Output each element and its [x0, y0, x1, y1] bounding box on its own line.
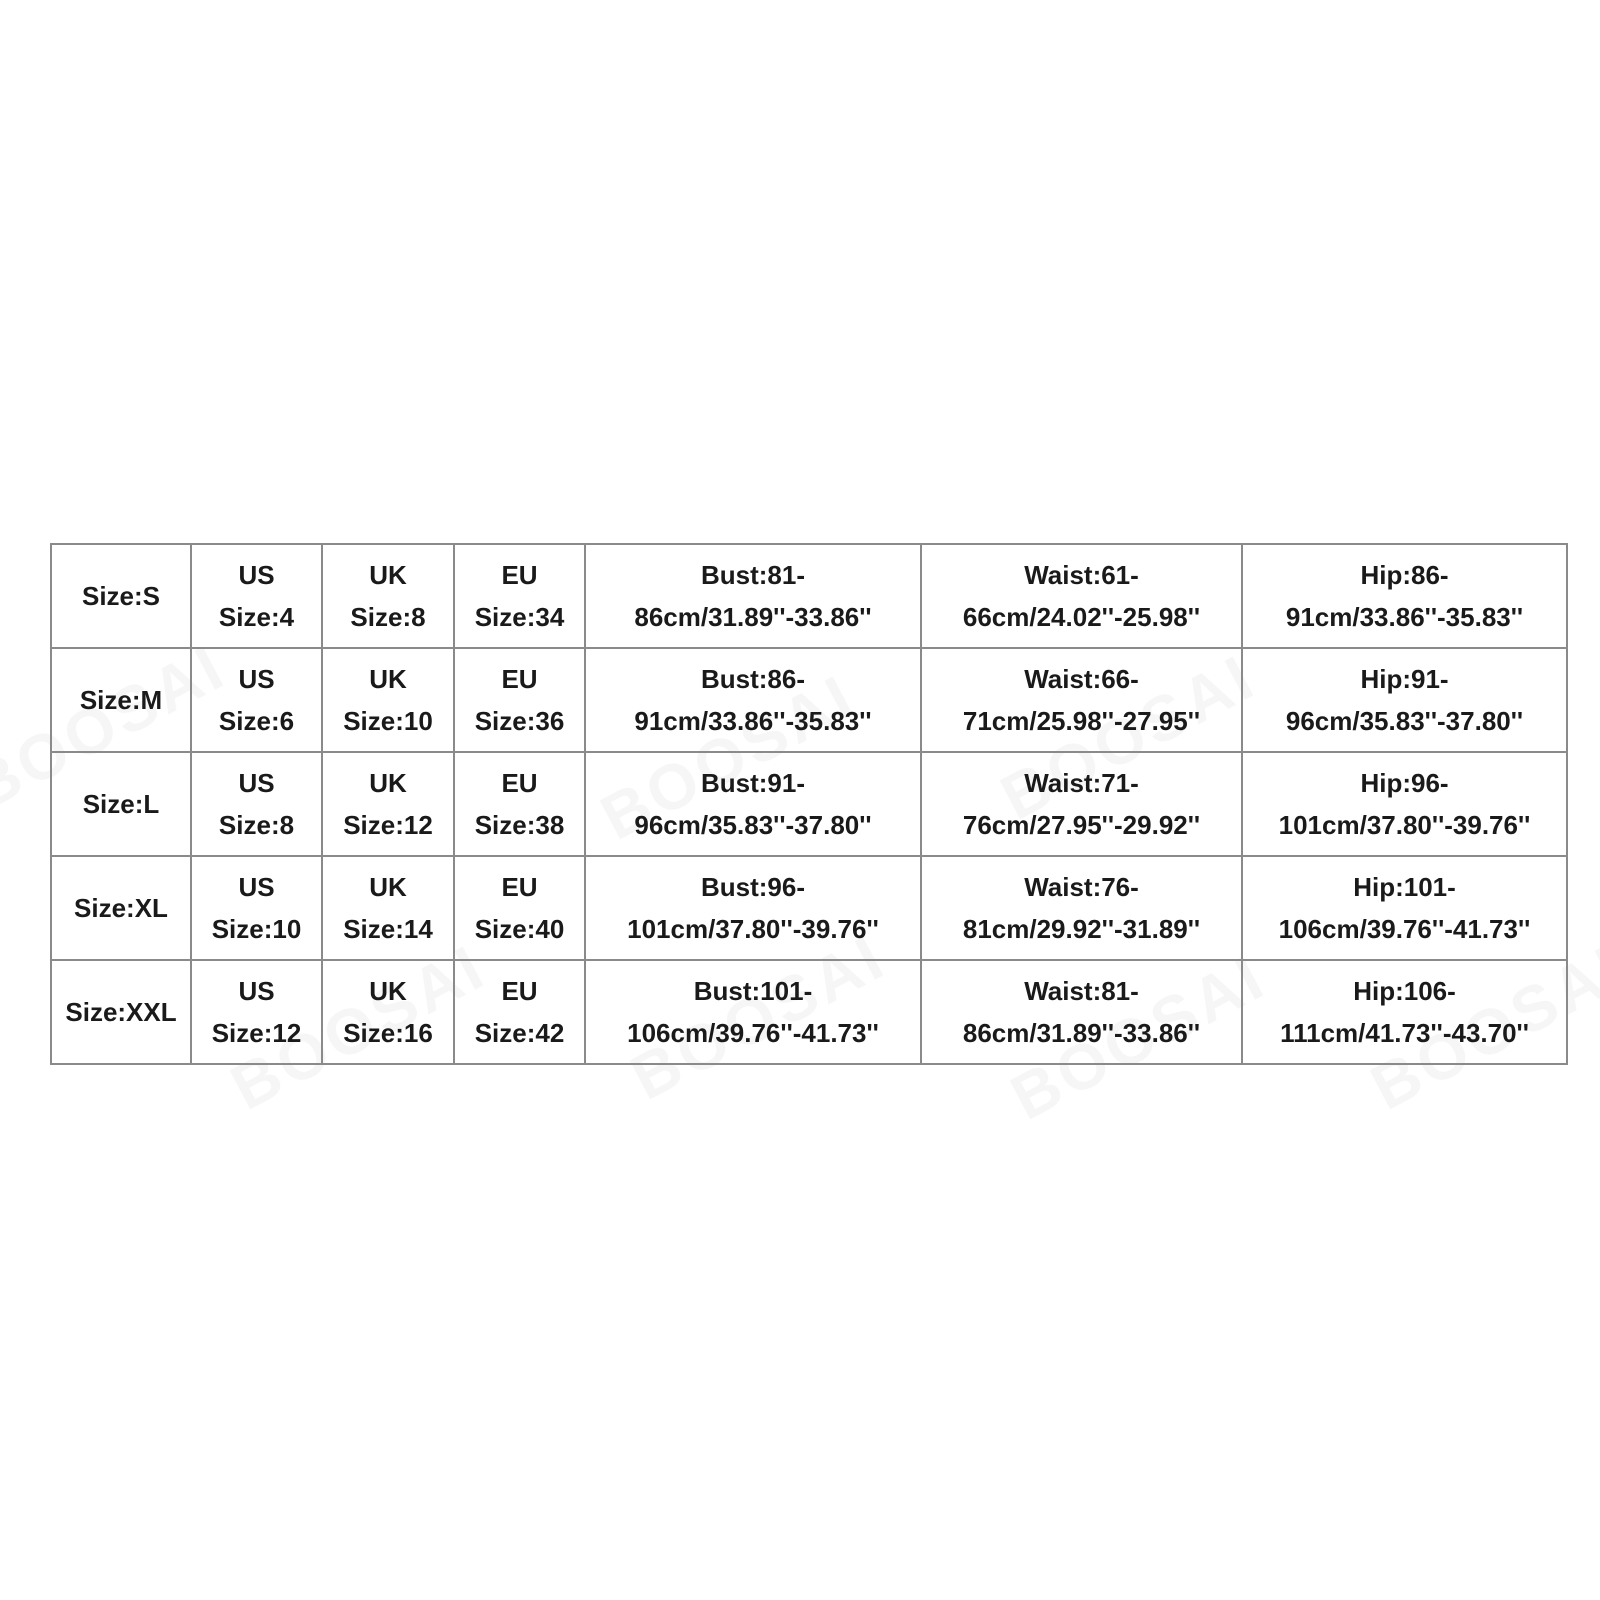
eu-line: EU: [501, 872, 538, 902]
uk-line: Size:8: [350, 602, 426, 632]
eu-line: Size:42: [474, 1018, 565, 1048]
bust-line: 91cm/33.86''-35.83'': [634, 706, 872, 736]
hip-line: Hip:91-: [1360, 664, 1449, 694]
table-row: [51, 648, 1567, 752]
size-cell: [51, 752, 191, 856]
bust-line: Bust:81-: [700, 560, 805, 590]
size-chart-table: [50, 543, 1568, 1065]
us-line: Size:10: [211, 914, 302, 944]
uk-line: Size:10: [343, 706, 433, 736]
hip-cell: [1242, 960, 1567, 1064]
size-label: Size:XL: [74, 893, 168, 923]
us-line: US: [238, 872, 275, 902]
waist-cell: [921, 648, 1242, 752]
size-chart-rows: [51, 544, 1567, 1064]
uk-line: Size:16: [343, 1018, 433, 1048]
us-line: Size:6: [218, 706, 295, 736]
uk-line: UK: [369, 664, 407, 694]
bust-cell: [585, 960, 921, 1064]
uk-cell: [322, 752, 454, 856]
eu-line: EU: [501, 664, 538, 694]
us-line: Size:8: [218, 810, 295, 840]
us-line: US: [238, 664, 275, 694]
us-line: US: [238, 768, 275, 798]
waist-cell: [921, 752, 1242, 856]
uk-line: Size:12: [343, 810, 433, 840]
waist-line: Waist:81-: [1024, 976, 1139, 1006]
uk-line: Size:14: [343, 914, 433, 944]
hip-cell: [1242, 648, 1567, 752]
table-row: [51, 960, 1567, 1064]
waist-line: 76cm/27.95''-29.92'': [962, 810, 1201, 840]
size-cell: [51, 544, 191, 648]
hip-cell: [1242, 856, 1567, 960]
eu-cell: [454, 648, 585, 752]
table-row: [51, 544, 1567, 648]
bust-cell: [585, 856, 921, 960]
size-label: Size:M: [79, 685, 163, 715]
hip-line: Hip:96-: [1360, 768, 1449, 798]
hip-line: Hip:86-: [1360, 560, 1449, 590]
waist-line: 86cm/31.89''-33.86'': [962, 1018, 1201, 1048]
eu-line: EU: [501, 560, 538, 590]
us-line: US: [238, 976, 275, 1006]
hip-line: 91cm/33.86''-35.83'': [1285, 602, 1524, 632]
hip-cell: [1242, 752, 1567, 856]
hip-line: Hip:106-: [1353, 976, 1456, 1006]
uk-cell: [322, 544, 454, 648]
size-label: Size:S: [81, 581, 161, 611]
bust-line: Bust:86-: [700, 664, 805, 694]
size-label: Size:L: [82, 789, 160, 819]
hip-line: 101cm/37.80''-39.76'': [1278, 810, 1531, 840]
bust-line: Bust:101-: [693, 976, 813, 1006]
eu-cell: [454, 544, 585, 648]
hip-line: 106cm/39.76''-41.73'': [1278, 914, 1531, 944]
uk-cell: [322, 960, 454, 1064]
eu-line: EU: [501, 768, 538, 798]
table-row: [51, 752, 1567, 856]
hip-line: Hip:101-: [1353, 872, 1456, 902]
waist-line: 71cm/25.98''-27.95'': [962, 706, 1201, 736]
us-line: US: [238, 560, 275, 590]
bust-line: Bust:96-: [700, 872, 805, 902]
bust-line: 101cm/37.80''-39.76'': [627, 914, 879, 944]
us-cell: [191, 960, 322, 1064]
waist-line: 66cm/24.02''-25.98'': [962, 602, 1201, 632]
uk-line: UK: [369, 768, 407, 798]
waist-cell: [921, 960, 1242, 1064]
eu-line: EU: [501, 976, 538, 1006]
size-cell: [51, 648, 191, 752]
bust-line: Bust:91-: [700, 768, 805, 798]
eu-line: Size:34: [474, 602, 565, 632]
us-cell: [191, 648, 322, 752]
waist-line: 81cm/29.92''-31.89'': [962, 914, 1201, 944]
waist-line: Waist:76-: [1024, 872, 1139, 902]
uk-line: UK: [369, 872, 407, 902]
hip-line: 111cm/41.73''-43.70'': [1280, 1018, 1529, 1048]
table-row: [51, 856, 1567, 960]
bust-cell: [585, 752, 921, 856]
eu-line: Size:36: [474, 706, 565, 736]
eu-line: Size:40: [474, 914, 565, 944]
bust-line: 106cm/39.76''-41.73'': [627, 1018, 879, 1048]
uk-cell: [322, 648, 454, 752]
uk-cell: [322, 856, 454, 960]
size-cell: [51, 960, 191, 1064]
bust-cell: [585, 648, 921, 752]
eu-cell: [454, 752, 585, 856]
us-line: Size:12: [211, 1018, 302, 1048]
waist-line: Waist:61-: [1024, 560, 1139, 590]
waist-line: Waist:71-: [1024, 768, 1139, 798]
waist-line: Waist:66-: [1024, 664, 1139, 694]
size-cell: [51, 856, 191, 960]
uk-line: UK: [369, 976, 407, 1006]
bust-line: 96cm/35.83''-37.80'': [634, 810, 872, 840]
bust-line: 86cm/31.89''-33.86'': [634, 602, 872, 632]
hip-line: 96cm/35.83''-37.80'': [1285, 706, 1524, 736]
eu-line: Size:38: [474, 810, 565, 840]
us-cell: [191, 752, 322, 856]
us-cell: [191, 544, 322, 648]
us-cell: [191, 856, 322, 960]
waist-cell: [921, 856, 1242, 960]
bust-cell: [585, 544, 921, 648]
size-label: Size:XXL: [65, 997, 177, 1027]
uk-line: UK: [369, 560, 407, 590]
eu-cell: [454, 856, 585, 960]
waist-cell: [921, 544, 1242, 648]
us-line: Size:4: [218, 602, 295, 632]
hip-cell: [1242, 544, 1567, 648]
eu-cell: [454, 960, 585, 1064]
